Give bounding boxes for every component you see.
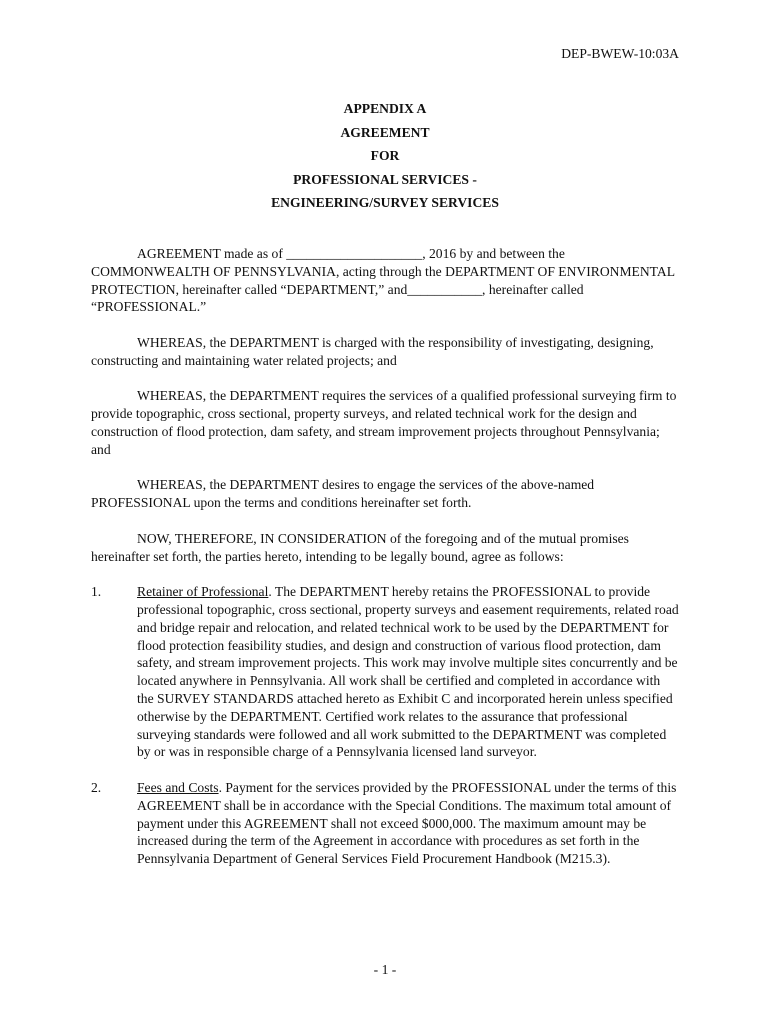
section-number: 2. — [91, 779, 102, 795]
therefore-paragraph: NOW, THEREFORE, IN CONSIDERATION of the foregoing and of the mutual promises hereinafter set forth, the parties hereto, intending to be legally bound, agree as follows: — [91, 530, 629, 564]
section-heading: Retainer of Professional — [137, 584, 269, 600]
section-number: 1. — [91, 584, 102, 600]
whereas-paragraph: WHEREAS, the DEPARTMENT is charged with the responsibility of investigating, designing, constructing and maintaining water related projects; and — [91, 334, 654, 368]
title-line: ENGINEERING/SURVEY SERVICES — [271, 195, 499, 210]
section-retainer — [91, 583, 679, 761]
agreement-body — [91, 245, 679, 886]
title-line: PROFESSIONAL SERVICES - — [293, 171, 477, 187]
document-id: DEP-BWEW-10:03A — [561, 46, 679, 61]
section-fees — [91, 779, 679, 868]
title-line: APPENDIX A — [343, 101, 427, 116]
title-block — [0, 97, 770, 215]
section-heading: Fees and Costs — [137, 779, 219, 795]
whereas-paragraph: WHEREAS, the DEPARTMENT desires to engage the services of the above-named PROFESSIONAL upon the terms and conditions hereinafter set forth. — [91, 477, 595, 511]
page-number: - 1 - — [373, 962, 397, 977]
whereas-paragraph: WHEREAS, the DEPARTMENT requires the services of a qualified professional surveying firm to provide topographic, cross sectional, property surveys, and related technical work for the design and construction of flood protection, dam safety, and stream improvement projects throughout Pennsylvania; and — [91, 388, 677, 457]
title-line: FOR — [370, 148, 400, 163]
section-text: . The DEPARTMENT hereby retains the PROFESSIONAL to provide professional topographic, cross sectional, property surveys and easement requirements, related road and bridge repair and relocation, and related technical work to be used by the DEPARTMENT for flood protection feasibility studies, and design and construction of various flood protection, dam safety, and stream improvement projects. This work may involve multiple sites concurrently and be located anywhere in Pennsylvania. All work shall be certified and completed in accordance with the SURVEY STANDARDS attached hereto as Exhibit C and incorporated herein unless specified otherwise by the DEPARTMENT. Certified work relates to the assurance that professional surveying standards were followed and all work submitted to the DEPARTMENT was completed by or was in responsible charge of a Pennsylvania licensed land surveyor. — [137, 584, 679, 760]
intro-paragraph: AGREEMENT made as of ____________________, 2016 by and between the COMMONWEALTH OF PENNSYLVANIA, acting through the DEPARTMENT OF ENVIRONMENTAL PROTECTION, hereinafter called “DEPARTMENT,” and___________, hereinafter called “PROFESSIONAL.” — [91, 246, 675, 315]
section-text: . Payment for the services provided by the PROFESSIONAL under the terms of this AGREEMENT shall be in accordance with the Special Conditions. The maximum total amount of payment under this AGREEMENT shall not exceed $000,000. The maximum amount may be increased during the term of the Agreement in accordance with procedures as set forth in the Pennsylvania Department of General Services Field Procurement Handbook (M215.3). — [137, 779, 677, 867]
title-line: AGREEMENT — [340, 124, 430, 140]
